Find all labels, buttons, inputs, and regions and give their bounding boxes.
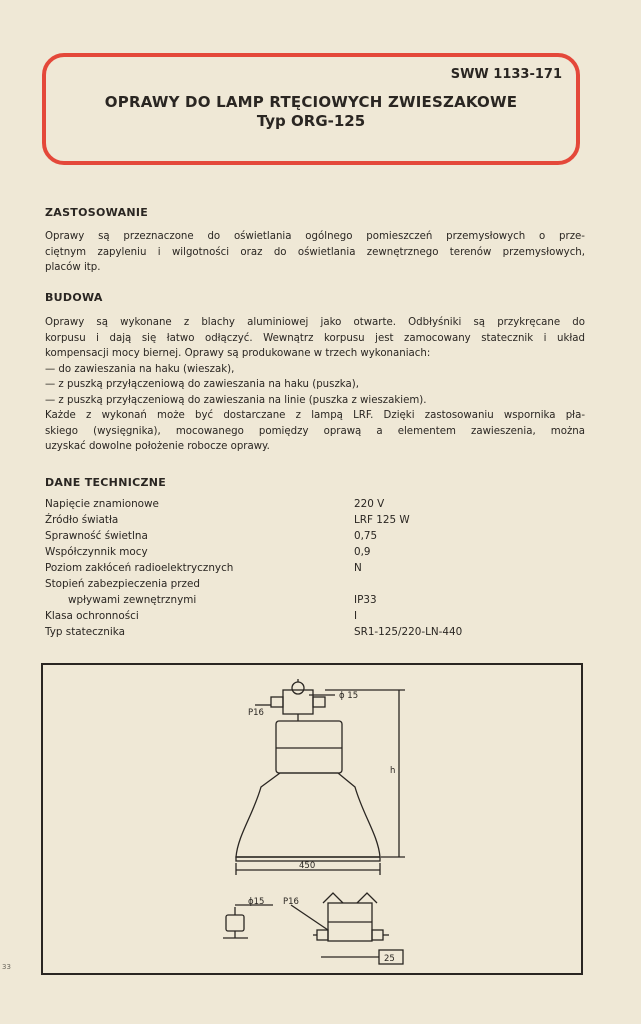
section-heading-dane-techniczne: DANE TECHNICZNE (45, 476, 167, 489)
width-dimension-label: 450 (299, 861, 316, 871)
lamp-drawing-svg (43, 665, 585, 977)
spec-label: wpływami zewnętrznymi (68, 594, 197, 606)
technical-drawing (41, 663, 583, 975)
paragraph-line: Każde z wykonań może być dostarczane z lampą LRF. Dzięki zastosowaniu wspornika pła- (45, 410, 585, 421)
paragraph-line: Oprawy są przeznaczone do oświetlania ogólnego pomieszczeń przemysłowych o prze- (45, 231, 585, 242)
spec-label: Źródło światła (45, 514, 119, 526)
spec-label: Sprawność świetlna (45, 530, 148, 542)
lamp-body-shape (276, 721, 342, 773)
page-margin-number: 33 (2, 963, 11, 971)
document-title: OPRAWY DO LAMP RTĘCIOWYCH ZWIESZAKOWE (104, 93, 518, 111)
spec-label: Napięcie znamionowe (45, 498, 159, 510)
spec-value: N (354, 562, 362, 574)
section-heading-zastosowanie: ZASTOSOWANIE (45, 206, 149, 219)
paragraph-line: ciętnym zapyleniu i wilgotności oraz do oświetlania zewnętrznego terenów przemysłowych, (45, 246, 585, 258)
paragraph-line: placów itp. (45, 262, 101, 273)
spec-label: Typ statecznika (45, 626, 125, 638)
standard-code: SWW 1133-171 (450, 67, 562, 82)
section-heading-budowa: BUDOWA (45, 291, 103, 304)
spec-value: SR1-125/220-LN-440 (354, 626, 463, 638)
header-box (42, 53, 580, 165)
thread-label: P16 (248, 708, 264, 718)
paragraph-zastosowanie (45, 229, 585, 276)
list-item: — z puszką przyłączeniową do zawieszania na haku (puszka), (45, 379, 359, 390)
small-bracket-shape (226, 915, 244, 931)
spec-label: Poziom zakłóceń radioelektrycznych (45, 562, 234, 574)
list-item: — z puszką przyłączeniową do zawieszania na linie (puszka z wieszakiem). (45, 394, 427, 406)
paragraph-budowa (45, 315, 585, 455)
paragraph-line: uzyskać dowolne położenie robocze oprawy. (45, 441, 270, 452)
spec-value: 0,75 (354, 530, 378, 542)
paragraph-line: skiego (wysięgnika), mocowanego pomiędzy oprawą a elementem zawieszenia, można (45, 425, 585, 437)
height-dimension-label: h (390, 766, 396, 776)
diameter-label-detail: ϕ15 (248, 897, 265, 907)
scale-label: 25 (384, 954, 395, 964)
spec-value: LRF 125 W (354, 514, 410, 526)
hook-eye-shape (292, 682, 304, 694)
spec-label: Klasa ochronności (45, 610, 139, 622)
diameter-label: ϕ 15 (339, 691, 359, 701)
paragraph-line: korpusu i dają się łatwo odłączyć. Wewnątrz korpusu jest zamocowany statecznik i układ (45, 332, 585, 344)
spec-value: I (354, 610, 358, 622)
spec-value: 0,9 (354, 546, 371, 558)
document-subtitle: Typ ORG-125 (256, 112, 366, 130)
reflector-shape (236, 773, 380, 857)
spec-label: Współczynnik mocy (45, 546, 148, 558)
spec-label: Stopień zabezpieczenia przed (45, 578, 200, 590)
paragraph-line: Oprawy są wykonane z blachy aluminiowej jako otwarte. Odbłyśniki są przykręcane do (45, 317, 585, 328)
paragraph-line: kompensacji mocy biernej. Oprawy są produkowane w trzech wykonaniach: (45, 348, 431, 359)
thread-label-detail: P16 (283, 897, 299, 907)
spec-value: IP33 (354, 594, 377, 606)
spec-value: 220 V (354, 498, 385, 510)
list-item: — do zawieszania na haku (wieszak), (45, 363, 235, 375)
